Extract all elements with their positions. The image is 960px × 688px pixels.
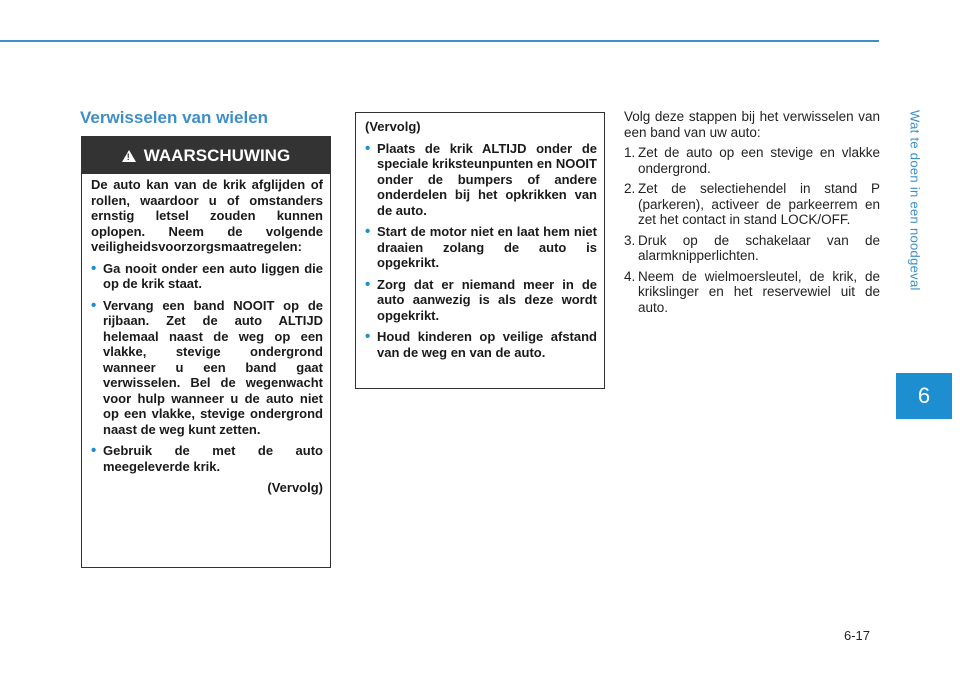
warning-bullet-list	[91, 261, 323, 475]
step-item	[624, 181, 880, 228]
step-item	[624, 269, 880, 316]
warning-bullet: • Ga nooit onder een auto liggen die op de krik staat.	[91, 261, 323, 292]
section-title: Verwisselen van wielen	[80, 108, 269, 127]
warning-intro: De auto kan van de krik afglijden of rollen, waardoor u of omstanders ernstig letsel zouden kunnen oplopen. Neem de volgende veiligheidsvoorzorgsmaatregelen:	[91, 177, 323, 254]
step-text: Zet de auto op een stevige en vlakke ondergrond.	[638, 145, 880, 176]
step-text: Druk op de schakelaar van de alarmknipperlichten.	[638, 232, 880, 263]
continuation-box	[355, 112, 605, 389]
steps-column	[624, 109, 880, 320]
warning-header-label: WAARSCHUWING	[143, 145, 291, 165]
continuation-bullet: • Houd kinderen op veilige afstand van de weg en van de auto.	[365, 329, 597, 360]
continuation-bullet: • Zorg dat er niemand meer in de auto aanwezig is als deze wordt opgekrikt.	[365, 277, 597, 324]
steps-list	[624, 145, 880, 315]
continuation-bullet-list	[365, 141, 597, 361]
warning-bullet: • Vervang een band NOOIT op de rijbaan. Zet de auto ALTIJD helemaal naast de weg op een vlakke, stevige ondergrond wanneer u een band gaat verwisselen. Bel de wegenwacht voor hulp wanneer u de auto niet op een vlakke, stevige ondergrond naast de weg kunt zetten.	[91, 298, 323, 438]
step-number: 1.	[624, 145, 636, 160]
step-item	[624, 145, 880, 176]
page-number: 6-17	[844, 628, 871, 643]
warning-triangle-icon	[122, 150, 136, 162]
continuation-heading: (Vervolg)	[365, 119, 421, 134]
chapter-side-label: Wat te doen in een noodgeval	[907, 109, 923, 291]
warning-header	[82, 137, 330, 174]
step-number: 4.	[624, 268, 636, 284]
warning-box	[81, 136, 331, 568]
step-text: Neem de wielmoersleutel, de krik, de krikslinger en het reservewiel uit de auto.	[638, 268, 880, 315]
warning-continued: (Vervolg)	[267, 480, 323, 495]
chapter-tab: 6	[896, 373, 952, 419]
step-number: 2.	[624, 181, 636, 196]
continuation-body	[365, 119, 597, 366]
step-number: 3.	[624, 232, 636, 248]
step-text: Zet de selectiehendel in stand P (parkeren), activeer de parkeerrem en zet het contact in stand LOCK/OFF.	[638, 181, 880, 227]
warning-bullet: • Gebruik de met de auto meegeleverde krik.	[91, 443, 323, 474]
top-rule	[0, 40, 879, 42]
steps-intro: Volg deze stappen bij het verwisselen van een band van uw auto:	[624, 109, 880, 140]
warning-body	[91, 177, 323, 496]
continuation-bullet: • Start de motor niet en laat hem niet draaien zolang de auto is opgekrikt.	[365, 224, 597, 271]
continuation-bullet: • Plaats de krik ALTIJD onder de speciale kriksteunpunten en NOOIT onder de bumpers of andere onderdelen bij het opkrikken van de auto.	[365, 141, 597, 219]
step-item	[624, 233, 880, 264]
